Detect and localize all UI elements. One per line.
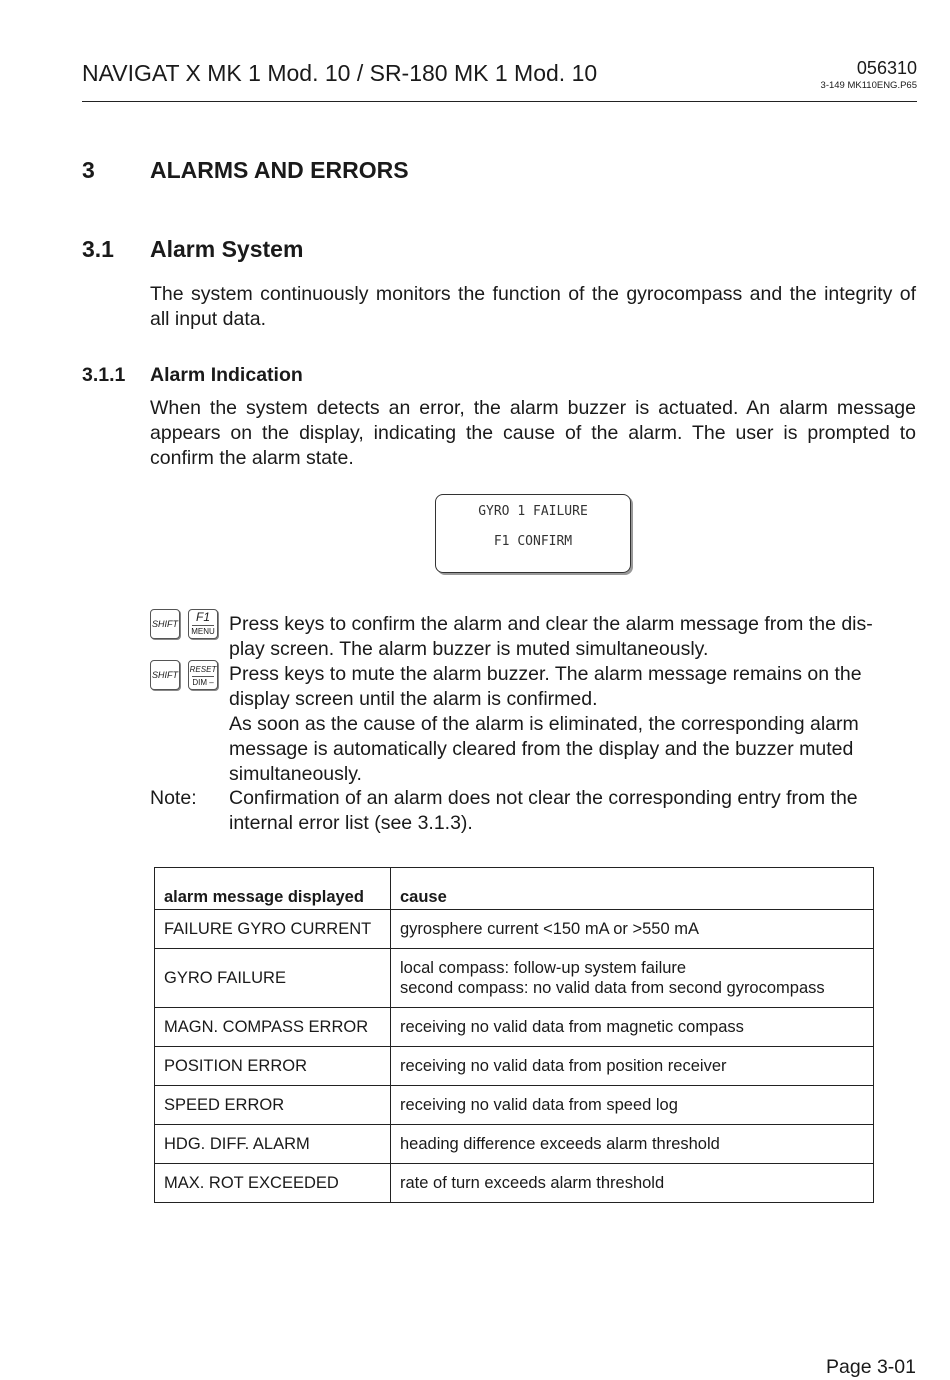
- page-header: [82, 58, 917, 102]
- subsection-number: 3.1: [82, 236, 114, 262]
- document-number: 056310: [856, 58, 917, 78]
- f1-key-label: F1: [195, 610, 210, 624]
- display-line-1: GYRO 1 FAILURE: [478, 504, 588, 519]
- cause-text: receiving no valid data from magnetic compass: [400, 1018, 744, 1036]
- reset-key-label: RESET: [189, 665, 217, 674]
- subsubsection-number: 3.1.1: [82, 364, 126, 386]
- cleared-instruction-line-1: As soon as the cause of the alarm is eliminated, the corresponding alarm: [229, 713, 859, 735]
- shift-key-label: SHIFT: [152, 670, 178, 680]
- note-line-2: internal error list (see 3.1.3).: [229, 812, 473, 834]
- note-line-1: Confirmation of an alarm does not clear the corresponding entry from the: [229, 787, 858, 809]
- table-row: [155, 910, 874, 949]
- alarm-message-cell: HDG. DIFF. ALARM: [155, 1125, 391, 1164]
- cause-cell: [391, 1125, 874, 1164]
- mute-instruction-line-1: Press keys to mute the alarm buzzer. The alarm message remains on the: [229, 663, 862, 685]
- cause-text: heading difference exceeds alarm threshold: [400, 1135, 720, 1153]
- alarm-message-cell: MAX. ROT EXCEEDED: [155, 1164, 391, 1203]
- subsubsection-title: Alarm Indication: [150, 364, 303, 386]
- cause-cell: [391, 949, 874, 1008]
- alarm-message-cell: GYRO FAILURE: [155, 949, 391, 1008]
- cause-text: second compass: no valid data from second gyrocompass: [400, 979, 825, 997]
- confirm-instruction-line-2: play screen. The alarm buzzer is muted simultaneously.: [229, 638, 709, 660]
- section-title: ALARMS AND ERRORS: [150, 157, 409, 183]
- cause-cell: [391, 910, 874, 949]
- document-title: NAVIGAT X MK 1 Mod. 10 / SR-180 MK 1 Mod. 10: [82, 60, 598, 86]
- table-row: [155, 1164, 874, 1203]
- alarm-table: [154, 867, 874, 1203]
- shift-key-label: SHIFT: [152, 619, 178, 629]
- cleared-instruction-line-3: simultaneously.: [229, 763, 362, 785]
- cause-cell: [391, 1008, 874, 1047]
- mute-instruction-line-2: display screen until the alarm is confirmed.: [229, 688, 598, 710]
- cleared-instruction-line-2: message is automatically cleared from the display and the buzzer muted: [229, 738, 854, 760]
- cause-text: receiving no valid data from speed log: [400, 1096, 678, 1114]
- table-row: [155, 1086, 874, 1125]
- table-row: [155, 1008, 874, 1047]
- subsection-title: Alarm System: [150, 236, 304, 262]
- cause-text: receiving no valid data from position receiver: [400, 1057, 727, 1075]
- cause-text: local compass: follow-up system failure: [400, 959, 687, 977]
- table-header-row: [155, 868, 874, 910]
- note-label: Note:: [150, 787, 197, 809]
- alarm-indication-paragraph: When the system detects an error, the alarm buzzer is actuated. An alarm message appears on the display, indicating the cause of the alarm. The user is prompted to confirm the alarm state.: [150, 397, 916, 469]
- reset-dim-key: [188, 660, 218, 690]
- key-divider: [192, 676, 214, 677]
- menu-key-label: MENU: [191, 627, 215, 636]
- table-row: [155, 949, 874, 1008]
- column-header-message: alarm message displayed: [155, 868, 391, 910]
- table-row: [155, 1125, 874, 1164]
- confirm-instruction-line-1: Press keys to confirm the alarm and clear the alarm message from the dis-: [229, 613, 873, 635]
- page-number: Page 3-01: [826, 1356, 916, 1378]
- dim-key-label: DIM –: [192, 678, 214, 687]
- alarm-message-cell: FAILURE GYRO CURRENT: [155, 910, 391, 949]
- cause-cell: [391, 1164, 874, 1203]
- shift-key: [150, 660, 180, 690]
- cause-text: rate of turn exceeds alarm threshold: [400, 1174, 665, 1192]
- cause-text: gyrosphere current <150 mA or >550 mA: [400, 920, 699, 938]
- alarm-display-screen: [435, 494, 631, 573]
- table-row: [155, 1047, 874, 1086]
- alarm-message-cell: MAGN. COMPASS ERROR: [155, 1008, 391, 1047]
- file-reference: 3-149 MK110ENG.P65: [820, 80, 917, 91]
- shift-key: [150, 609, 180, 639]
- cause-cell: [391, 1086, 874, 1125]
- alarm-message-cell: POSITION ERROR: [155, 1047, 391, 1086]
- cause-cell: [391, 1047, 874, 1086]
- alarm-message-cell: SPEED ERROR: [155, 1086, 391, 1125]
- key-divider: [192, 625, 214, 626]
- alarm-system-paragraph: The system continuously monitors the function of the gyrocompass and the integrity of all input data.: [150, 283, 916, 330]
- f1-menu-key: [188, 609, 218, 639]
- section-number: 3: [82, 157, 95, 183]
- display-line-2: F1 CONFIRM: [493, 534, 573, 549]
- column-header-cause: cause: [391, 868, 874, 910]
